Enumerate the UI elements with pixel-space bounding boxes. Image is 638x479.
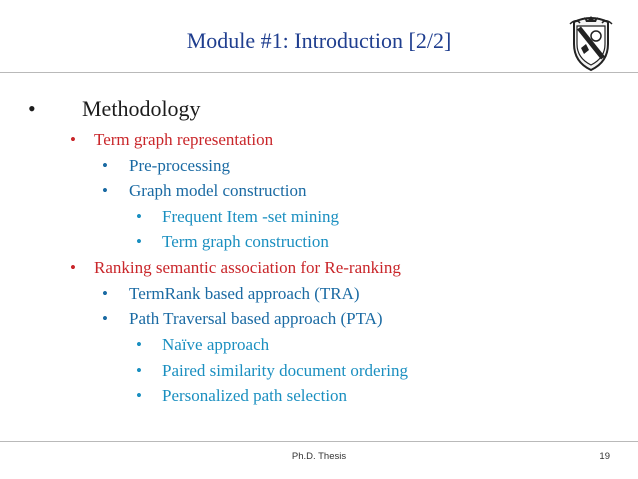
- page-number: 19: [599, 451, 610, 462]
- footer-divider: [0, 441, 638, 442]
- item-text: Term graph representation: [94, 130, 274, 149]
- bullet-glyph: •: [102, 181, 108, 200]
- item-text: Ranking semantic association for Re-ranking: [94, 258, 401, 277]
- item-text: Paired similarity document ordering: [162, 361, 408, 380]
- bullet-glyph: •: [102, 284, 108, 303]
- bullet-glyph: •: [136, 207, 142, 226]
- bullet-glyph: •: [70, 258, 76, 277]
- item-text: Pre-processing: [129, 156, 231, 175]
- bullet-glyph: •: [136, 386, 142, 405]
- bullet-glyph: •: [136, 335, 142, 354]
- bullet-glyph: •: [102, 309, 108, 328]
- title-divider: [0, 72, 638, 73]
- item-text: Graph model construction: [129, 181, 307, 200]
- item-text: Personalized path selection: [162, 386, 348, 405]
- item-text: Methodology: [82, 96, 201, 121]
- bullet-glyph: •: [28, 96, 36, 121]
- slide-title: Module #1: Introduction [2/2]: [186, 28, 452, 53]
- footer-center-text: Ph.D. Thesis: [291, 451, 347, 462]
- university-crest-icon: [568, 14, 614, 72]
- item-text: TermRank based approach (TRA): [129, 284, 360, 303]
- item-text: Naïve approach: [162, 335, 270, 354]
- item-text: Path Traversal based approach (PTA): [129, 309, 383, 328]
- item-text: Term graph construction: [162, 232, 329, 251]
- bullet-glyph: •: [136, 232, 142, 251]
- bullet-glyph: •: [102, 156, 108, 175]
- bullet-glyph: •: [70, 130, 76, 149]
- item-text: Frequent Item -set mining: [162, 207, 340, 226]
- bullet-glyph: •: [136, 361, 142, 380]
